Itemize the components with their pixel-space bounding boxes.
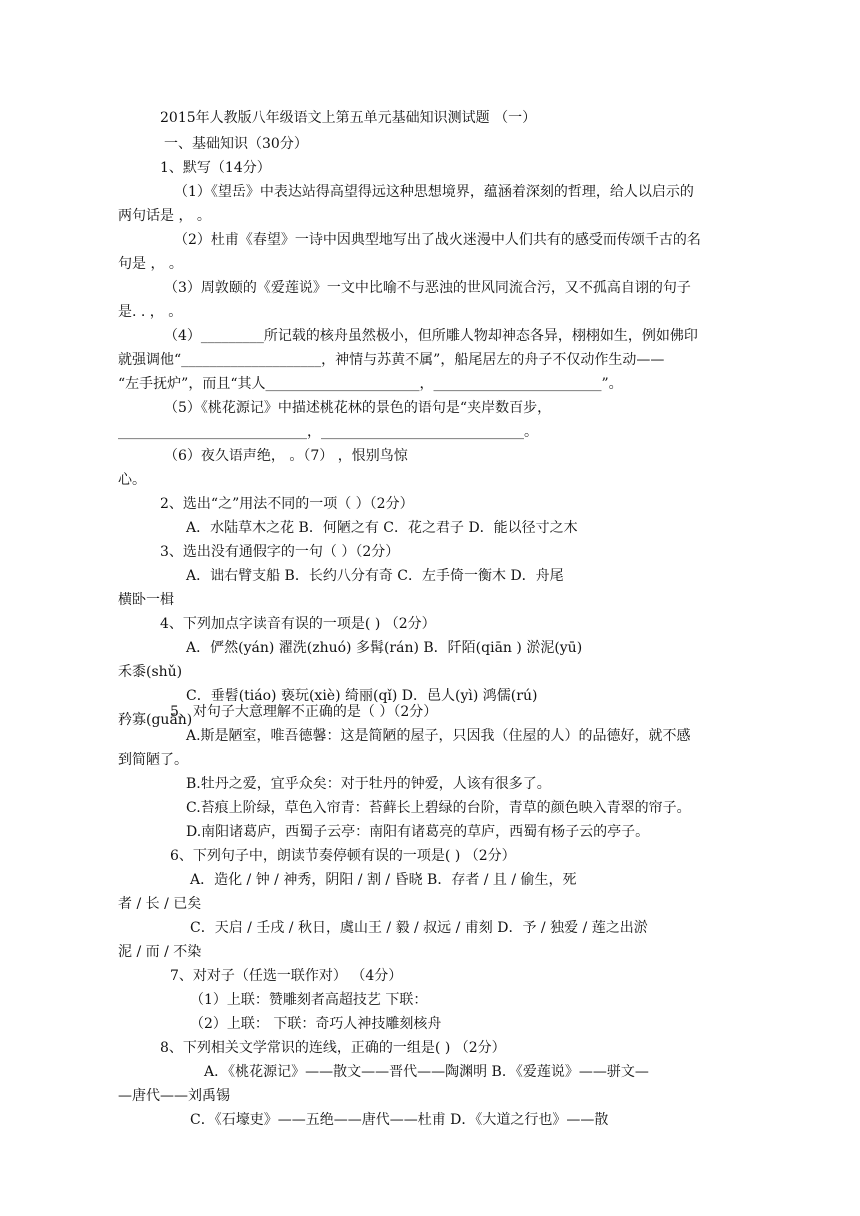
text-line: —唐代——刘禹锡 — [118, 1088, 230, 1104]
text-line: 心。 — [118, 472, 146, 488]
text-line: 两句话是 ， 。 — [118, 208, 211, 224]
text-line: B.牡丹之爱，宜乎众矣：对于牡丹的钟爱，人该有很多了。 — [186, 776, 551, 792]
text-line: （2）上联： 下联：奇巧人神技雕刻核舟 — [190, 1016, 442, 1032]
text-line: 句是 ， 。 — [118, 256, 183, 272]
text-line: A．《桃花源记》——散文——晋代——陶渊明 B．《爱莲说》——骈文— — [204, 1064, 649, 1080]
text-line: 5、对句子大意理解不正确的是（ ）（2分） — [170, 704, 438, 720]
text-line: （5）《桃花源记》中描述桃花林的景色的语句是“夹岸数百步， — [164, 400, 552, 416]
text-line: 3、选出没有通假字的一句（ ）（2分） — [160, 544, 400, 560]
text-line: （6）夜久语声绝， 。（7） ，恨别鸟惊 — [164, 448, 408, 464]
text-line: 横卧一楫 — [118, 592, 174, 608]
text-line: C．垂髫(tiáo) 亵玩(xiè) 绮丽(qǐ) D．邑人(yì) 鸿儒(rú) — [186, 688, 538, 704]
text-line: （1）上联：赞雕刻者高超技艺 下联： — [190, 992, 428, 1008]
text-line: （1）《望岳》中表达站得高望得远这种思想境界，蕴涵着深刻的哲理，给人以启示的 — [174, 184, 694, 200]
text-line: 就强调他“____________________，神情与苏黄不属”，船尾居左的舟子不仅动作生动—— — [118, 352, 665, 368]
text-line: 1、默写（14分） — [160, 160, 271, 176]
text-line: A．诎右臂支船 B．长约八分有奇 C．左手倚一衡木 D．舟尾 — [186, 568, 564, 584]
text-line: 是. . ， 。 — [118, 304, 183, 320]
text-line: 一、基础知识（30分） — [164, 136, 308, 152]
text-line: 2015年人教版八年级语文上第五单元基础知识测试题 （一） — [160, 110, 537, 126]
text-line: ___________________________，_____________________________。 — [118, 424, 538, 440]
text-line: 者 / 长 / 已矣 — [118, 896, 202, 912]
text-line: D.南阳诸葛庐，西蜀子云亭：南阳有诸葛亮的草庐，西蜀有杨子云的亭子。 — [186, 824, 650, 840]
text-line: 6、下列句子中，朗读节奏停顿有误的一项是( ) （2分） — [170, 848, 516, 864]
text-line: A.斯是陋室，唯吾德馨：这是简陋的屋子，只因我（住屋的人）的品德好，就不感 — [186, 728, 691, 744]
text-line: 禾黍(shǔ) — [118, 664, 183, 680]
text-line: 泥 / 而 / 不染 — [118, 944, 202, 960]
text-line: C．天启 / 壬戌 / 秋日，虞山王 / 毅 / 叔远 / 甫刻 D．予 / 独爱 / 莲之出淤 — [190, 920, 648, 936]
text-line: A．俨然(yán) 濯洗(zhuó) 多髯(rán) B．阡陌(qiān ) 淤泥(yū) — [186, 640, 583, 656]
text-line: A．水陆草木之花 B．何陋之有 C．花之君子 D．能以径寸之木 — [186, 520, 578, 536]
text-line: C．《石壕吏》——五绝——唐代——杜甫 D．《大道之行也》——散 — [190, 1112, 609, 1128]
text-line: （3）周敦颐的《爱莲说》一文中比喻不与恶浊的世风同流合污，又不孤高自诩的句子 — [164, 280, 691, 296]
text-line: 8、下列相关文学常识的连线，正确的一组是( ) （2分） — [160, 1040, 506, 1056]
text-line: 7、对对子（任选一联作对） （4分） — [170, 968, 403, 984]
text-line: 矜寡(guān) — [118, 712, 193, 728]
text-line: （4）_________所记载的核舟虽然极小，但所雕人物却神态各异，栩栩如生，例如佛印 — [164, 328, 698, 344]
text-line: 2、选出“之”用法不同的一项（ ）（2分） — [160, 496, 414, 512]
text-line: 4、下列加点字读音有误的一项是( ) （2分） — [160, 616, 436, 632]
text-line: （2）杜甫《春望》一诗中因典型地写出了战火迷漫中人们共有的感受而传颂千古的名 — [174, 232, 701, 248]
text-line: “左手抚炉”，而且“其人______________________，________________________”。 — [118, 376, 623, 392]
text-line: A．造化 / 钟 / 神秀，阴阳 / 割 / 昏晓 B．存者 / 且 / 偷生，死 — [190, 872, 577, 888]
text-line: C.苔痕上阶绿，草色入帘青：苔藓长上碧绿的台阶，青草的颜色映入青翠的帘子。 — [186, 800, 691, 816]
text-line: 到简陋了。 — [118, 752, 188, 768]
